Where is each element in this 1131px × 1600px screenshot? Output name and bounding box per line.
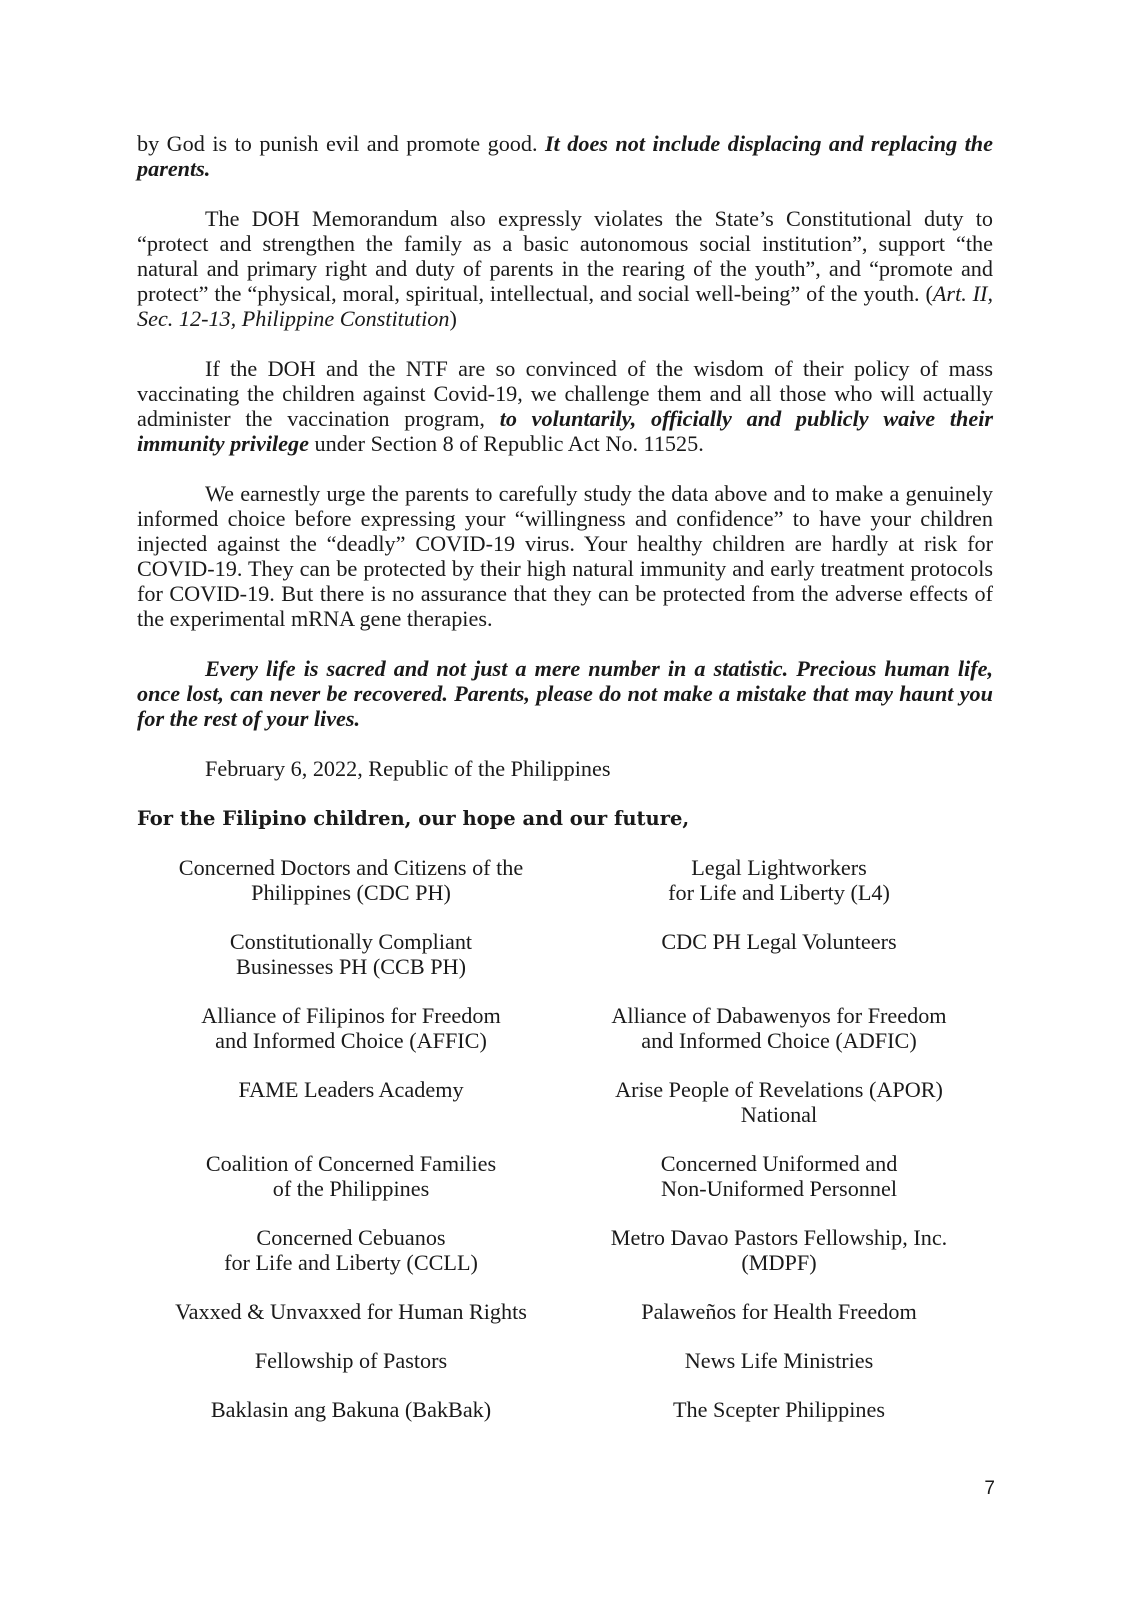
- citation-close: ): [449, 306, 457, 331]
- date-line: February 6, 2022, Republic of the Philippines: [205, 756, 611, 781]
- signatory-name: Coalition of Concerned Families of the Philippines: [205, 1151, 497, 1201]
- paragraph-tail: under Section 8 of Republic Act No. 11525.: [308, 431, 704, 456]
- signatory-name: Constitutionally Compliant Businesses PH (CCB PH): [229, 929, 473, 979]
- signatory-name: Alliance of Dabawenyos for Freedom and Informed Choice (ADFIC): [611, 1003, 947, 1053]
- paragraph-continuation: [137, 131, 993, 181]
- signatory-name: Arise People of Revelations (APOR) National: [615, 1077, 943, 1127]
- signatory-name: Baklasin ang Bakuna (BakBak): [210, 1397, 492, 1422]
- signatory-name: Concerned Doctors and Citizens of the Philippines (CDC PH): [178, 855, 524, 905]
- paragraph-text: The DOH Memorandum also expressly violates the State’s Constitutional duty to “protect and strengthen the family as a basic autonomous social institution”, support “the natural and primary right and duty of parents in the rearing of the youth”, and “promote and protect” the “physical, moral, spiritual, intellectual, and social well-being” of the youth. (: [137, 206, 993, 306]
- paragraph-text: If the DOH and the NTF are so convinced of the wisdom of their policy of mass vaccinating the children against Covid-19, we challenge them and all those who will actually administer the vaccination program,: [137, 356, 993, 431]
- paragraph-text: by God is to punish evil and promote good.: [137, 131, 545, 156]
- page-number: 7: [984, 1478, 995, 1499]
- paragraph-urge-parents: [137, 481, 993, 631]
- signatory-name: Concerned Cebuanos for Life and Liberty (CCLL): [224, 1225, 478, 1275]
- signatories-grid: [137, 855, 993, 1422]
- citation-text: Art. II, Sec. 12-13, Philippine Constitution: [137, 281, 993, 331]
- closing-line: For the Filipino children, our hope and our future,: [137, 807, 690, 830]
- signatory-name: Fellowship of Pastors: [254, 1348, 448, 1373]
- signatory-name: Legal Lightworkers for Life and Liberty (L4): [668, 855, 890, 905]
- signatory-name: Palaweños for Health Freedom: [641, 1299, 917, 1324]
- signatory-name: News Life Ministries: [684, 1348, 874, 1373]
- document-page: [137, 131, 993, 1422]
- signatory-name: The Scepter Philippines: [673, 1397, 885, 1422]
- paragraph-doh-memorandum: [137, 206, 993, 331]
- paragraph-every-life: [137, 656, 993, 731]
- emphasis-text: to voluntarily, officially and publicly waive their immunity privilege: [137, 406, 993, 456]
- signatory-name: FAME Leaders Academy: [238, 1077, 464, 1102]
- signatory-name: Alliance of Filipinos for Freedom and Informed Choice (AFFIC): [201, 1003, 501, 1053]
- signatory-name: Vaxxed & Unvaxxed for Human Rights: [175, 1299, 527, 1324]
- paragraph-text: We earnestly urge the parents to carefully study the data above and to make a genuinely informed choice before expressing your “willingness and confidence” to have your children injected against the “deadly” COVID-19 virus. Your healthy children are hardly at risk for COVID-19. They can be protected by their high natural immunity and early treatment protocols for COVID-19. But there is no assurance that they can be protected from the adverse effects of the experimental mRNA gene therapies.: [137, 481, 993, 631]
- emphasis-text: It does not include displacing and replacing the parents.: [137, 131, 993, 181]
- signatory-name: CDC PH Legal Volunteers: [661, 929, 897, 954]
- emphasis-text: Every life is sacred and not just a mere number in a statistic. Precious human life, once lost, can never be recovered. Parents, please do not make a mistake that may haunt you for the rest of your lives.: [137, 656, 993, 731]
- paragraph-challenge: [137, 356, 993, 456]
- signatory-name: Metro Davao Pastors Fellowship, Inc. (MDPF): [610, 1225, 948, 1275]
- signatory-name: Concerned Uniformed and Non-Uniformed Personnel: [660, 1151, 898, 1201]
